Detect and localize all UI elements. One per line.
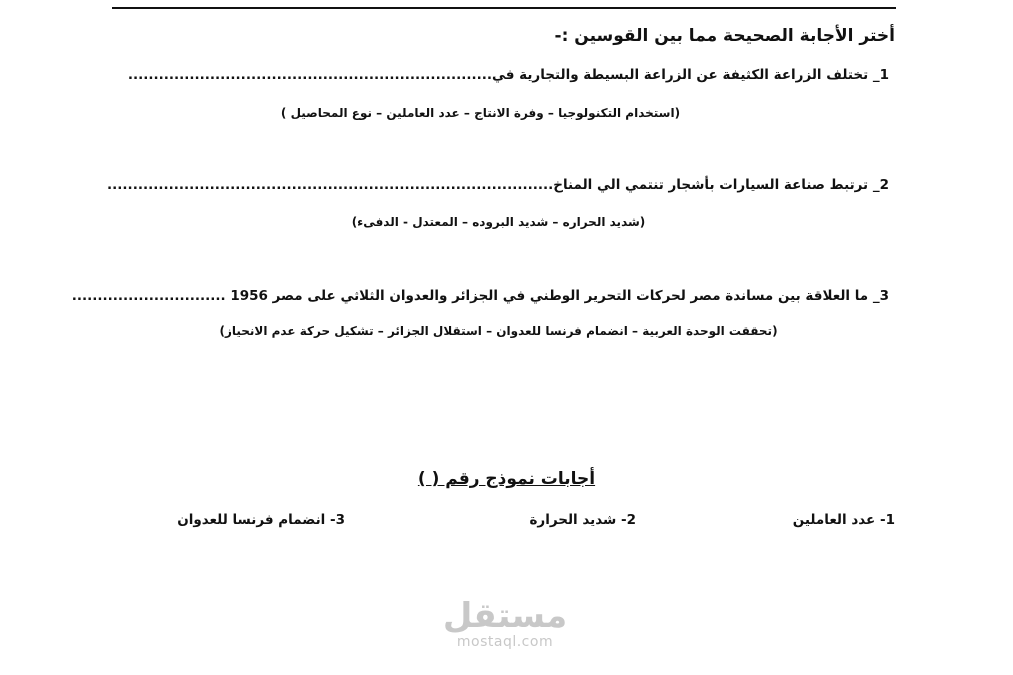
answers-title: [0, 469, 1013, 489]
question-1-options: (استخدام التكنولوجيا – وفرة الانتاج – عدد العاملين – نوع المحاصيل ): [280, 106, 681, 120]
question-3-options: (تحققت الوحدة العربية – انضمام فرنسا للعدوان – استقلال الجزائر – تشكيل حركة عدم الانحياز): [219, 324, 778, 338]
answer-2: 2- شديد الحرارة: [529, 512, 636, 528]
answer-3: 3- انضمام فرنسا للعدوان: [177, 512, 345, 528]
question-2-options: (شديد الحراره – شديد البروده – المعتدل - الدفىء): [351, 215, 646, 229]
instructions-heading: أختر الأجابة الصحيحة مما بين القوسين :-: [554, 26, 895, 46]
question-3: 3_ ما العلاقة بين مساندة مصر لحركات التحرير الوطني في الجزائر والعدوان الثلاثي على مصر 1956 ..............................: [71, 288, 889, 304]
answer-1: 1- عدد العاملين: [792, 512, 895, 528]
watermark-logo: مستقل: [442, 596, 568, 636]
watermark: [440, 598, 570, 650]
top-divider: [112, 7, 896, 9]
watermark-url: mostaql.com: [456, 634, 554, 650]
answers-title-text: أجابات نموذج رقم ( ): [417, 469, 596, 489]
question-2: 2_ ترتبط صناعة السيارات بأشجار تنتمي الي المناخ.......................................................................................: [107, 177, 889, 193]
question-1: 1_ تختلف الزراعة الكثيفة عن الزراعة البسيطة والتجارية في.......................................................................: [127, 67, 889, 83]
